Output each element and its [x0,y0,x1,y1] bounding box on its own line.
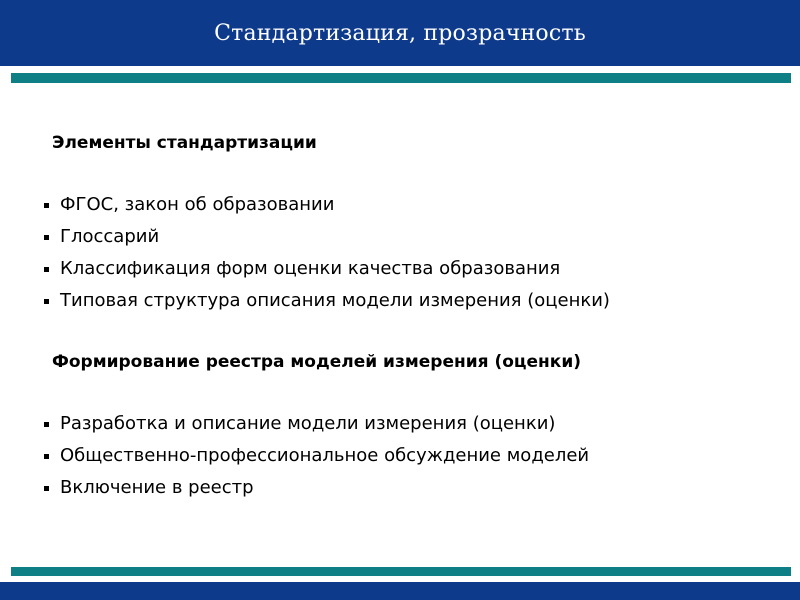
square-bullet-icon [44,235,49,240]
list-item [44,444,589,476]
top-divider [11,73,791,83]
list-item-text: Классификация форм оценки качества образования [60,258,561,279]
square-bullet-icon [44,203,49,208]
slide-title: Стандартизация, прозрачность [214,20,586,46]
list-item-text: Разработка и описание модели измерения (оценки) [60,413,556,434]
section-heading-registry: Формирование реестра моделей измерения (оценки) [52,352,582,372]
section-heading-standardization: Элементы стандартизации [52,133,317,153]
list-item-text: Глоссарий [60,226,160,247]
square-bullet-icon [44,267,49,272]
standardization-elements-list [44,193,610,321]
list-item-text: ФГОС, закон об образовании [60,194,335,215]
registry-formation-list [44,412,589,508]
list-item [44,289,610,321]
list-item-text: Типовая структура описания модели измерения (оценки) [60,290,610,311]
square-bullet-icon [44,454,49,459]
footer-bar [0,582,800,600]
square-bullet-icon [44,486,49,491]
list-item [44,193,610,225]
list-item [44,257,610,289]
title-bar [0,0,800,66]
square-bullet-icon [44,299,49,304]
list-item [44,476,589,508]
list-item-text: Общественно-профессиональное обсуждение моделей [60,445,590,466]
square-bullet-icon [44,422,49,427]
list-item [44,225,610,257]
list-item [44,412,589,444]
list-item-text: Включение в реестр [60,477,254,498]
bottom-divider [11,567,791,576]
